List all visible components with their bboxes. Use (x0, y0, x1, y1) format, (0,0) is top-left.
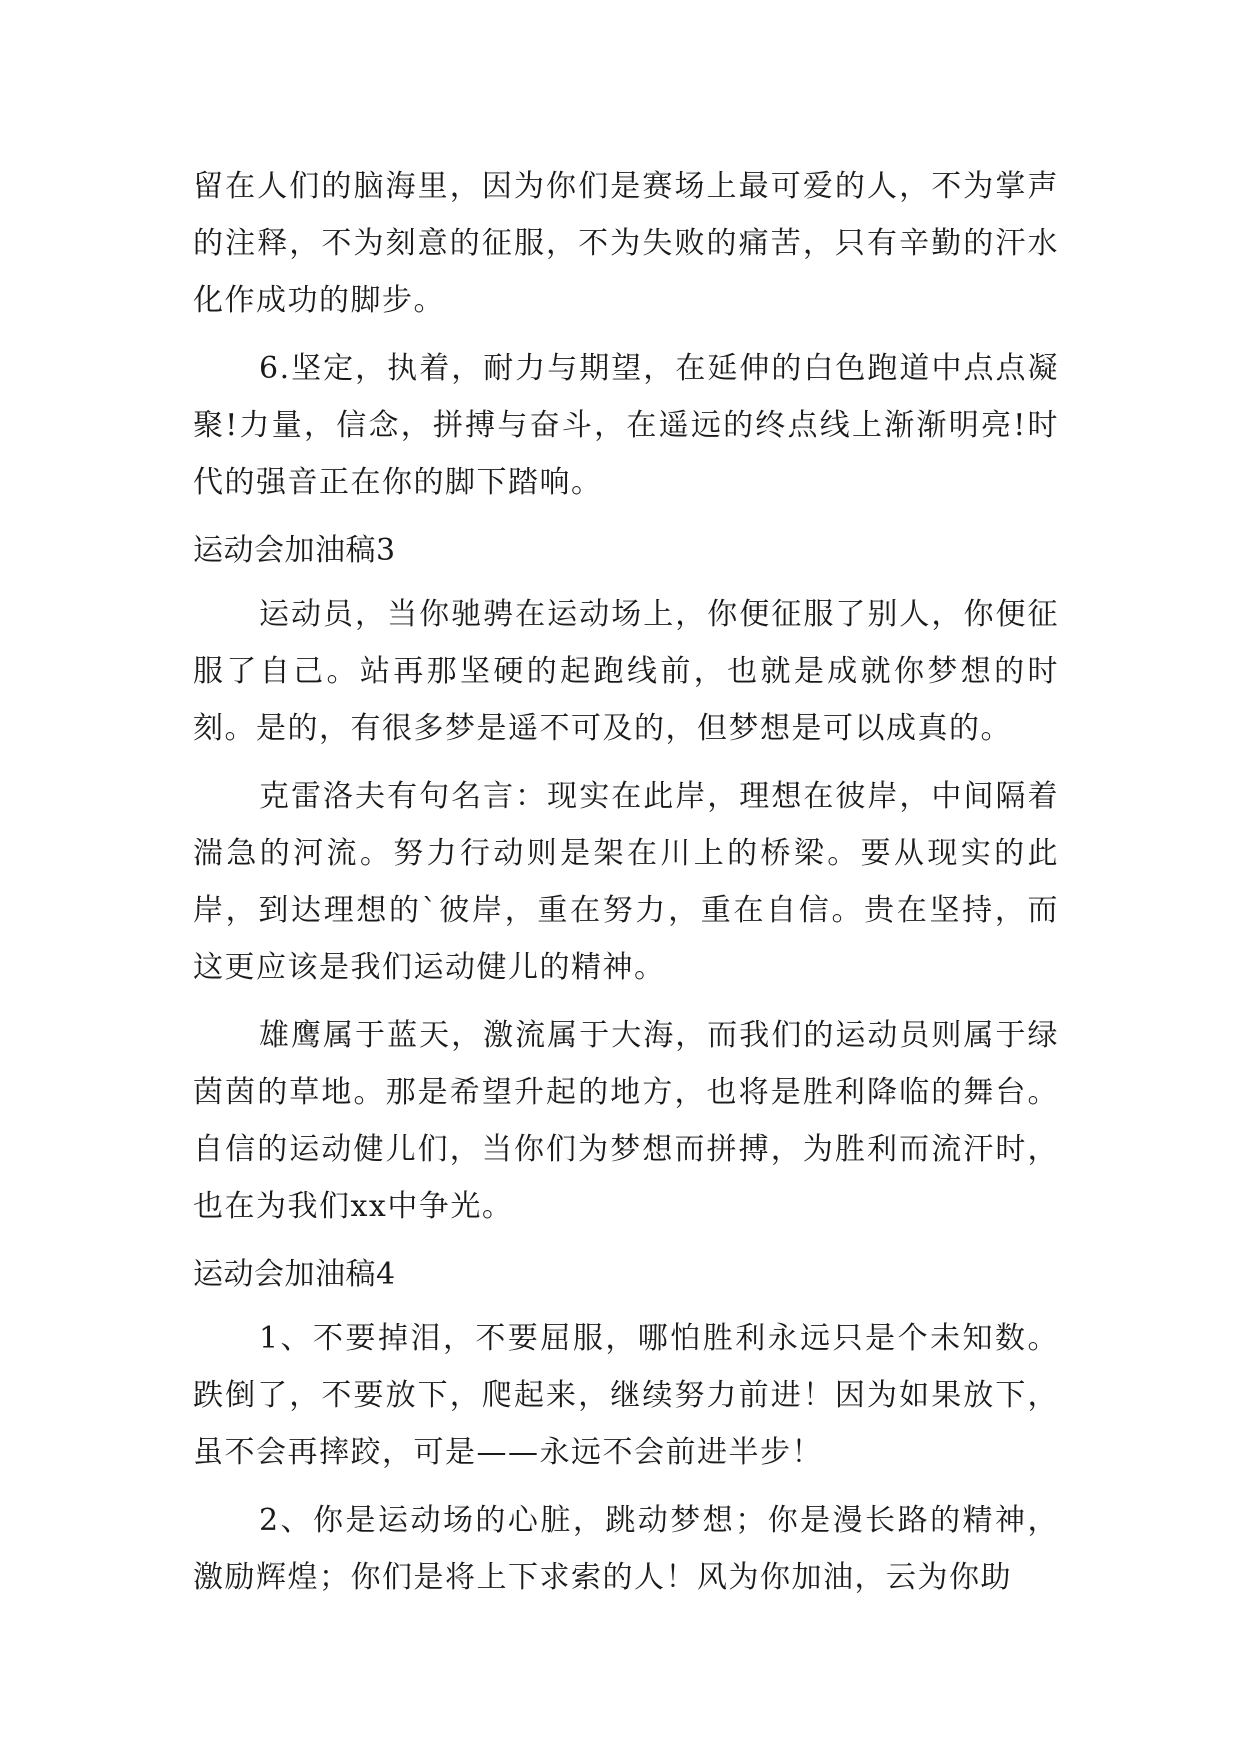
document-body (193, 158, 1059, 1617)
paragraph-continuation: 留在人们的脑海里，因为你们是赛场上最可爱的人，不为掌声的注释，不为刻意的征服，不为失败的痛苦，只有辛勤的汗水化作成功的脚步。 (193, 169, 1059, 318)
paragraph-athlete: 运动员，当你驰骋在运动场上，你便征服了别人，你便征服了自己。站再那坚硬的起跑线前，也就是成就你梦想的时刻。是的，有很多梦是遥不可及的，但梦想是可以成真的。 (193, 597, 1059, 746)
section-heading-3: 运动会加油稿3 (193, 533, 396, 568)
paragraph-item-2: 2、你是运动场的心脏，跳动梦想；你是漫长路的精神，激励辉煌；你们是将上下求索的人！风为你加油，云为你助 (193, 1503, 1059, 1595)
paragraph-quote: 克雷洛夫有句名言：现实在此岸，理想在彼岸，中间隔着湍急的河流。努力行动则是架在川上的桥梁。要从现实的此岸，到达理想的`彼岸，重在努力，重在自信。贵在坚持，而这更应该是我们运动健儿的精神。 (193, 779, 1059, 985)
paragraph-eagle: 雄鹰属于蓝天，激流属于大海，而我们的运动员则属于绿茵茵的草地。那是希望升起的地方，也将是胜利降临的舞台。自信的运动健儿们，当你们为梦想而拼搏，为胜利而流汗时，也在为我们xx中争光。 (193, 1018, 1059, 1224)
section-heading-4: 运动会加油稿4 (193, 1257, 396, 1292)
paragraph-item-6: 6.坚定，执着，耐力与期望，在延伸的白色跑道中点点凝聚!力量，信念，拼搏与奋斗，在遥远的终点线上渐渐明亮!时代的强音正在你的脚下踏响。 (193, 351, 1059, 500)
paragraph-item-1: 1、不要掉泪，不要屈服，哪怕胜利永远只是个未知数。跌倒了，不要放下，爬起来，继续努力前进！因为如果放下，虽不会再摔跤，可是——永远不会前进半步！ (193, 1321, 1059, 1470)
